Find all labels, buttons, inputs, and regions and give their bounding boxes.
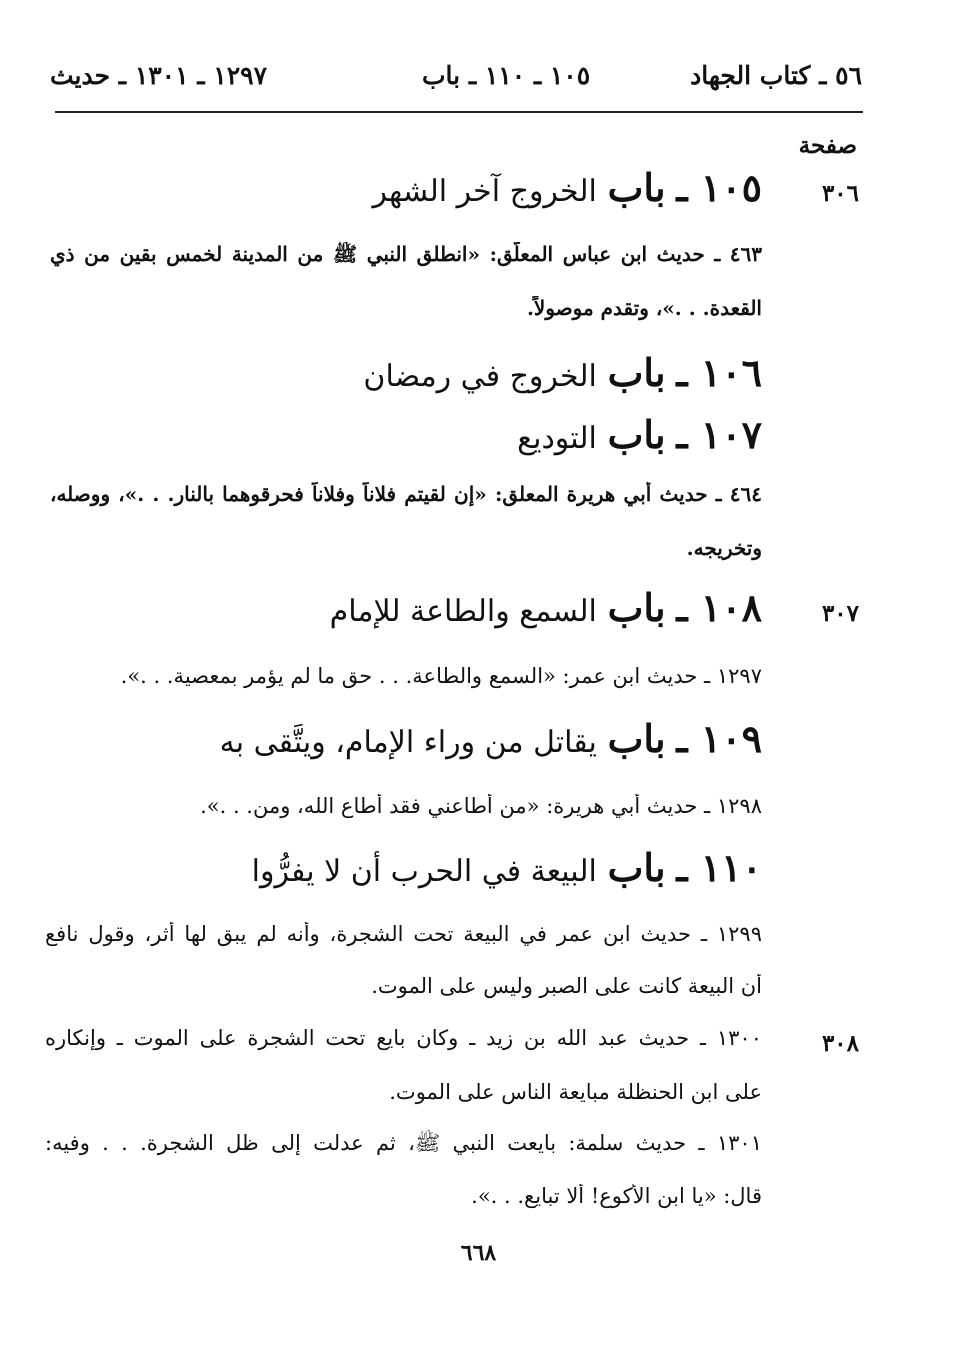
chapter-heading	[50, 350, 762, 400]
hadith-entry-line: قال: «يا ابن الأكوع! ألا تبايع. . .».	[471, 1184, 762, 1208]
side-page-number: ٣٠٦	[821, 180, 859, 207]
chapter-number: ١٠٧ ـ	[676, 412, 762, 457]
page-number: ٦٦٨	[460, 1240, 497, 1266]
header-book-title: ٥٦ ـ كتاب الجهاد	[690, 61, 862, 90]
chapter-number: ١٠٥ ـ	[676, 165, 762, 210]
side-page-number: ٣٠٨	[821, 1030, 859, 1057]
header-hadith-range: ١٢٩٧ ـ ١٣٠١ ـ حديث	[50, 61, 267, 90]
hadith-entry-line: ١٣٠٠ ـ حديث عبد الله بن زيد ـ وكان بايع تحت الشجرة على الموت ـ وإنكاره	[45, 1026, 762, 1050]
header-rule	[55, 111, 863, 113]
hadith-entry-line: على ابن الحنظلة مبايعة الناس على الموت.	[389, 1080, 762, 1104]
hadith-entry-line: ٤٦٣ ـ حديث ابن عباس المعلَّق: «انطلق النبي ﷺ من المدينة لخمس بقين من ذي	[50, 242, 762, 266]
chapter-word: باب	[607, 585, 666, 630]
chapter-heading	[50, 585, 762, 635]
page-column-label: صفحة	[798, 132, 857, 159]
chapter-number: ١٠٦ ـ	[676, 350, 762, 395]
hadith-entry-line: ١٢٩٧ ـ حديث ابن عمر: «السمع والطاعة. . . حق ما لم يؤمر بمعصية. . .».	[120, 664, 762, 688]
chapter-number: ١٠٨ ـ	[676, 585, 762, 630]
chapter-heading	[50, 412, 762, 462]
chapter-title: الخروج في رمضان	[363, 359, 597, 394]
chapter-word: باب	[607, 350, 666, 395]
hadith-entry-line: أن البيعة كانت على الصبر وليس على الموت.	[371, 974, 762, 998]
chapter-title: يقاتل من وراء الإمام، ويتَّقى به	[219, 725, 597, 760]
hadith-entry-line: ١٢٩٨ ـ حديث أبي هريرة: «من أطاعني فقد أطاع الله، ومن. . .».	[200, 794, 762, 818]
chapter-title: الخروج آخر الشهر	[372, 174, 597, 209]
hadith-entry-line: ١٢٩٩ ـ حديث ابن عمر في البيعة تحت الشجرة، وأنه لم يبق لها أثر، وقول نافع	[45, 922, 762, 946]
chapter-heading	[50, 845, 762, 895]
hadith-entry-line: القعدة. . .»، وتقدم موصولاً.	[526, 296, 762, 320]
chapter-title: البيعة في الحرب أن لا يفرُّوا	[251, 854, 597, 889]
chapter-word: باب	[607, 716, 666, 761]
chapter-heading	[50, 165, 762, 215]
running-header	[50, 55, 862, 103]
side-page-number: ٣٠٧	[821, 600, 859, 627]
chapter-heading	[50, 716, 762, 766]
chapter-title: التوديع	[517, 421, 597, 456]
hadith-entry-line: ٤٦٤ ـ حديث أبي هريرة المعلق: «إن لقيتم فلاناً وفلاناً فحرقوهما بالنار. . .»، ووصله،	[50, 482, 762, 506]
header-chapter-range: ١٠٥ ـ ١١٠ ـ باب	[422, 61, 591, 90]
hadith-entry-line: ١٣٠١ ـ حديث سلمة: بايعت النبي ﷺ، ثم عدلت إلى ظل الشجرة. . . وفيه:	[45, 1131, 762, 1155]
chapter-word: باب	[607, 165, 666, 210]
chapter-word: باب	[607, 412, 666, 457]
chapter-title: السمع والطاعة للإمام	[329, 594, 597, 629]
hadith-entry-line: وتخريجه.	[686, 536, 762, 560]
chapter-number: ١٠٩ ـ	[676, 716, 762, 761]
chapter-number: ١١٠ ـ	[676, 845, 762, 890]
chapter-word: باب	[607, 845, 666, 890]
